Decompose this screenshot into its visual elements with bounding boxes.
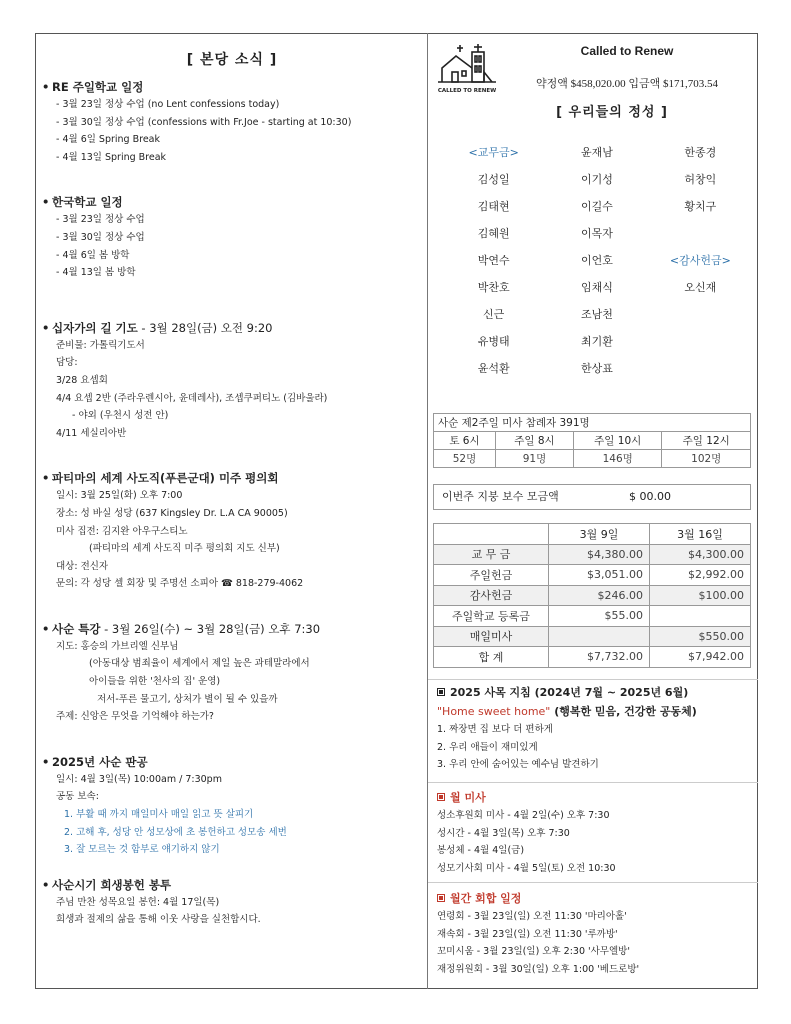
parish-news-title: [ 본당 소식 ] [186, 52, 278, 68]
list-item: 희생과 절제의 삶을 통해 이웃 사랑을 실천합시다. [56, 914, 261, 926]
list-item: - 3월 30일 정상 수업 (confessions with Fr.Joe - starting at 10:30) [56, 116, 352, 128]
parish-news-column [42, 40, 422, 947]
section-heading: 2025 사목 지침 (2024년 7월 ~ 2025년 6월) [450, 686, 689, 699]
square-bullet-icon [437, 894, 445, 902]
list-item: - 4월 6일 Spring Break [56, 134, 160, 146]
korean-school-section [42, 194, 422, 281]
bullet-icon: • [42, 621, 50, 636]
donor-name-cell: 윤재남 [581, 145, 613, 159]
section-heading: 월 미사 [450, 791, 486, 804]
row-label: 주일학교 등록금 [434, 606, 549, 627]
amount-cell: $55.00 [549, 606, 650, 627]
list-item: 일시: 4월 3일(목) 10:00am / 7:30pm [56, 773, 222, 785]
section-heading: 파티마의 세계 사도직(푸른군대) 미주 평의회 [52, 471, 279, 486]
donor-name-cell: 김성일 [477, 172, 510, 186]
list-item: 1. 짜장면 집 보다 더 편하게 [437, 724, 553, 735]
donor-name-cell: 이목자 [581, 226, 613, 240]
pastoral-guideline-section [437, 684, 755, 774]
bullet-icon: • [42, 195, 50, 210]
table-row [434, 585, 751, 606]
roof-fund-box [433, 484, 751, 510]
amount-cell: $246.00 [549, 585, 650, 606]
list-item: (파티마의 세계 사도직 미주 평의회 지도 신부) [89, 543, 280, 555]
column-header: 3월 9일 [549, 524, 650, 545]
list-item: 대상: 전신자 [56, 560, 109, 572]
attendance-table [433, 413, 751, 468]
donor-name-cell: 박찬호 [477, 280, 510, 294]
donor-name-cell: <감사헌금> [669, 253, 731, 267]
amount-cell: $7,942.00 [650, 647, 751, 668]
list-item: 봉성체 - 4월 4일(금) [437, 845, 525, 856]
list-item: - 4월 6일 봄 방학 [56, 249, 130, 261]
donor-name-cell [649, 327, 752, 354]
bullet-icon: • [42, 80, 50, 94]
attendance-caption: 사순 제2주일 미사 참례자 391명 [434, 414, 751, 432]
amount-cell [549, 626, 650, 647]
table-row [434, 565, 751, 586]
list-item: 성모기사회 미사 - 4월 5일(토) 오전 10:30 [437, 862, 616, 874]
attendance-header: 주일 10시 [573, 432, 662, 450]
list-item: 4/4 요셉 2반 (주라우렌시아, 윤데레사), 조셉쿠퍼티노 (김바울라) [56, 392, 328, 404]
donor-name-cell: 김혜원 [477, 226, 510, 240]
offering-table [433, 523, 751, 668]
donor-row [442, 354, 752, 381]
section-heading: 한국학교 일정 [52, 195, 123, 210]
list-item: 일시: 3월 25일(화) 오후 7:00 [56, 490, 183, 502]
donor-name-cell [649, 219, 752, 246]
donor-name-cell: 임채식 [581, 280, 613, 294]
donor-name-cell [649, 354, 752, 381]
list-item: 공동 보속: [56, 791, 99, 803]
list-item: 2. 우리 애들이 재미있게 [437, 741, 538, 753]
list-item: 재속회 - 3월 23일(일) 오전 11:30 '루까방' [437, 928, 618, 940]
list-item: 4/11 세실리아반 [56, 427, 127, 439]
donor-row [442, 138, 752, 165]
donor-name-cell: 박연수 [477, 253, 510, 267]
section-divider [428, 782, 758, 783]
list-item: 주님 만찬 성목요일 봉헌: 4월 17일(목) [56, 896, 220, 908]
list-item: 저서-푸른 물고기, 상처가 별이 될 수 있을까 [97, 693, 278, 705]
offerings-title: [ 우리들의 정성 ] [556, 105, 668, 120]
donor-row [442, 192, 752, 219]
donor-name-cell: 신근 [483, 307, 505, 321]
amount-cell: $100.00 [650, 585, 751, 606]
column-divider [427, 33, 428, 989]
donor-name-cell: 이길수 [581, 199, 613, 213]
amount-cell: $4,380.00 [549, 544, 650, 565]
list-item: 성소후원회 미사 - 4월 2일(수) 오후 7:30 [437, 810, 610, 821]
list-item: 2. 고해 후, 성당 안 성모상에 초 봉헌하고 성모송 세번 [64, 826, 287, 838]
list-item: 장소: 성 바실 성당 (637 Kingsley Dr. L.A CA 90005) [56, 507, 288, 519]
list-item: 미사 집전: 김지완 아우구스티노 [56, 525, 188, 537]
roof-fund-amount: $ 00.00 [629, 490, 671, 503]
donor-row [442, 327, 752, 354]
square-bullet-icon [437, 793, 445, 801]
list-item: - 4월 13일 Spring Break [56, 151, 167, 163]
donor-name-cell: 이언호 [581, 253, 613, 267]
table-row [434, 647, 751, 668]
section-divider [428, 882, 758, 883]
donor-name-cell: 윤석환 [477, 361, 510, 375]
square-bullet-icon [437, 688, 445, 696]
row-label: 매일미사 [434, 626, 549, 647]
fatima-section [42, 470, 422, 593]
list-item: (아동대상 범죄율이 세계에서 제일 높은 과테말라에서 [89, 658, 310, 670]
section-heading: 사순 특강 [52, 621, 101, 636]
list-item: 준비물: 가톨릭기도서 [56, 339, 145, 351]
row-label: 주일헌금 [434, 565, 549, 586]
donor-names [442, 138, 752, 381]
list-item: - 3월 23일 정상 수업 [56, 214, 145, 226]
donor-name-cell [649, 300, 752, 327]
donor-row [442, 273, 752, 300]
list-item: 3. 잘 모르는 것 함부로 얘기하지 않기 [64, 844, 220, 856]
row-label: 교 무 금 [434, 544, 549, 565]
attendance-header: 주일 8시 [495, 432, 573, 450]
bullet-icon: • [42, 320, 50, 335]
list-item: 문의: 각 성당 셀 회장 및 주명선 소피아 ☎ 818-279-4062 [56, 578, 304, 590]
attendance-header: 토 6시 [434, 432, 496, 450]
amount-cell: $7,732.00 [549, 647, 650, 668]
attendance-value: 91명 [495, 450, 573, 468]
donor-name-cell: 유병태 [477, 334, 510, 348]
donor-row [442, 219, 752, 246]
donor-name-cell: 한종경 [684, 145, 717, 159]
section-heading: RE 주일학교 일정 [52, 80, 144, 94]
monthly-mass-section [437, 789, 755, 877]
amount-cell [650, 606, 751, 627]
list-item: 3/28 요셉회 [56, 374, 108, 386]
donor-name-cell: 김태현 [477, 199, 510, 213]
campaign-title: Called to Renew [580, 44, 674, 58]
donor-name-cell: 오신재 [684, 280, 717, 294]
donor-row [442, 300, 752, 327]
section-heading-detail: - 3월 26일(수) ~ 3월 28일(금) 오후 7:30 [100, 621, 321, 636]
amount-cell: $4,300.00 [650, 544, 751, 565]
table-row [434, 606, 751, 627]
section-heading-detail: - 3월 28일(금) 오전 9:20 [137, 320, 273, 335]
logo-caption: CALLED TO RENEW [437, 88, 497, 94]
attendance-value: 52명 [434, 450, 496, 468]
section-heading: 월간 회합 일정 [450, 892, 522, 905]
donor-name-table [442, 138, 752, 381]
attendance-value: 102명 [662, 450, 751, 468]
donor-name-cell: 이기성 [581, 172, 613, 186]
list-item: 주제: 신앙은 무엇을 기억해야 하는가? [56, 711, 214, 723]
pastoral-motto: "Home sweet home" (행복한 믿음, 건강한 공동체) [437, 705, 697, 718]
column-header: 3월 16일 [650, 524, 751, 545]
row-label: 감사헌금 [434, 585, 549, 606]
list-item: - 야외 (우천시 성전 안) [72, 410, 169, 422]
column-header [434, 524, 549, 545]
table-header-row [434, 524, 751, 545]
attendance-value: 146명 [573, 450, 662, 468]
lenten-retreat-section [42, 621, 422, 726]
attendance-header: 주일 12시 [662, 432, 751, 450]
donor-name-cell: <교무금> [468, 145, 519, 159]
list-item: 재정위원회 - 3월 30일(일) 오후 1:00 '베드로방' [437, 963, 640, 975]
list-item: 꼬미시움 - 3월 23일(일) 오후 2:30 '사무엘방' [437, 946, 630, 957]
table-row [434, 626, 751, 647]
donor-row [442, 165, 752, 192]
list-item: 성시간 - 4월 3일(목) 오후 7:30 [437, 827, 570, 839]
bullet-icon: • [42, 877, 50, 892]
list-item: 1. 부활 때 까지 매일미사 매일 읽고 뜻 살피기 [64, 809, 254, 821]
sacrifice-envelope-section [42, 877, 422, 929]
church-logo [436, 42, 498, 96]
section-heading: 십자가의 길 기도 [52, 320, 138, 335]
stations-of-cross-section [42, 320, 422, 443]
donor-name-cell: 최기환 [581, 334, 613, 348]
donor-row [442, 246, 752, 273]
bullet-icon: • [42, 754, 50, 769]
donor-name-cell: 한상표 [581, 361, 613, 375]
section-divider [428, 679, 758, 680]
list-item: - 3월 30일 정상 수업 [56, 231, 145, 243]
monthly-meeting-section [437, 890, 755, 978]
list-item: - 4월 13일 봄 방학 [56, 267, 136, 279]
list-item: 지도: 홍승의 가브리엘 신부님 [56, 640, 179, 652]
row-label: 합 계 [434, 647, 549, 668]
list-item: 아이들을 위한 '천사의 집' 운영) [89, 676, 221, 688]
list-item: 연령회 - 3월 23일(일) 오전 11:30 '마리아홀' [437, 911, 627, 922]
amount-cell: $2,992.00 [650, 565, 751, 586]
pledge-summary: 약정액 $458,020.00 입금액 $171,703.54 [535, 78, 718, 90]
lenten-confession-section [42, 754, 422, 859]
bullet-icon: • [42, 471, 50, 486]
roof-fund-label: 이번주 지붕 보수 모금액 [442, 490, 559, 503]
list-item: 담당: [56, 357, 78, 369]
table-row [434, 544, 751, 565]
re-school-section [42, 79, 422, 166]
amount-cell: $550.00 [650, 626, 751, 647]
donor-name-cell: 조남천 [581, 307, 613, 321]
list-item: - 3월 23일 정상 수업 (no Lent confessions today) [56, 99, 280, 110]
section-heading: 사순시기 희생봉헌 봉투 [52, 877, 172, 892]
donor-name-cell: 허창익 [684, 172, 717, 186]
donor-name-cell: 황치구 [684, 199, 717, 213]
list-item: 3. 우리 안에 숨어있는 예수님 발견하기 [437, 759, 599, 770]
church-icon [436, 42, 498, 96]
amount-cell: $3,051.00 [549, 565, 650, 586]
section-heading: 2025년 사순 판공 [52, 754, 148, 769]
